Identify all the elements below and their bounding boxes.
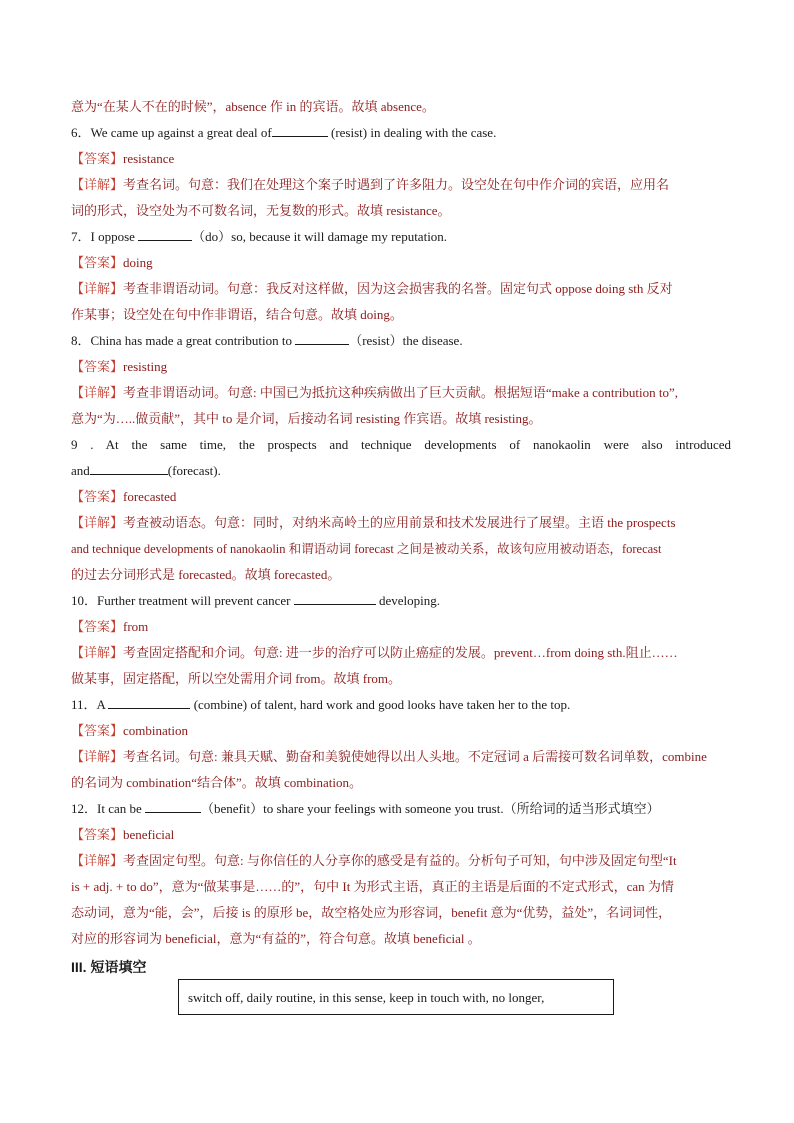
answer-text: beneficial [123,827,175,842]
detail-text: 考查固定搭配和介词。句意: 进一步的治疗可以防止癌症的发展。prevent…from doing sth.阻止…… [123,645,678,660]
detail-10 [71,640,731,666]
answer-blank [145,800,201,813]
question-text: developing. [375,593,440,608]
answer-7 [71,250,731,276]
question-7 [71,224,731,250]
answer-blank [138,228,192,241]
detail-9 [71,510,731,536]
question-text: (resist) in dealing with the case. [327,125,497,140]
question-text: (forecast). [167,463,221,478]
detail-11 [71,744,731,770]
detail-tag: 【详解】 [71,385,124,400]
answer-tag: 【答案】 [71,151,124,166]
question-text: 7．I oppose [71,229,135,244]
detail-text: 考查固定句型。句意: 与你信任的人分享你的感受是有益的。分析句子可知，句中涉及固定句型“It [123,853,677,868]
answer-text: forecasted [123,489,177,504]
answer-6 [71,146,731,172]
answer-tag: 【答案】 [71,359,124,374]
detail-7-cont: 作某事；设空处在句中作非谓语，结合句意。故填 doing。 [71,307,403,322]
detail-tag: 【详解】 [71,177,124,192]
answer-tag: 【答案】 [71,489,124,504]
detail-text: 考查被动语态。句意：同时，对纳米高岭土的应用前景和技术发展进行了展望。主语 the prospects [123,515,676,530]
phrase-box: switch off, daily routine, in this sense, keep in touch with, no longer, [178,979,614,1015]
section-title: III. 短语填空 [71,959,147,975]
question-text: 12．It can be [71,801,142,816]
detail-text: 考查名词。句意: 兼具天赋、勤奋和美貌使她得以出人头地。不定冠词 a 后需接可数名词单数，combine [123,749,707,764]
detail-10-cont: 做某事，固定搭配，所以空处需用介词 from。故填 from。 [71,671,402,686]
detail-tag: 【详解】 [71,853,124,868]
answer-text: from [123,619,149,634]
answer-11 [71,718,731,744]
question-text: 6．We came up against a great deal of [71,125,272,140]
answer-blank [272,124,328,137]
question-text: （resist）the disease. [349,333,463,348]
question-text: 11．A [71,697,106,712]
question-text: and [71,463,90,478]
detail-6-cont: 词的形式，设空处为不可数名词，无复数的形式。故填 resistance。 [71,203,451,218]
question-9-cont [71,458,731,484]
answer-8 [71,354,731,380]
question-6 [71,120,731,146]
detail-text: 考查非谓语动词。句意：我反对这样做，因为这会损害我的名誉。固定句式 oppose doing sth 反对 [123,281,673,296]
detail-6 [71,172,731,198]
detail-11-cont: 的名词为 combination“结合体”。故填 combination。 [71,775,363,790]
detail-12-cont: is + adj. + to do”，意为“做某事是……的”，句中 It 为形式主语，真正的主语是后面的不定式形式，can 为情 [71,879,674,894]
question-10 [71,588,731,614]
answer-tag: 【答案】 [71,827,124,842]
question-8 [71,328,731,354]
detail-8 [71,380,731,406]
detail-12-cont3: 对应的形容词为 beneficial，意为“有益的”，符合句意。故填 beneficial 。 [71,931,481,946]
question-text: (combine) of talent, hard work and good looks have taken her to the top. [190,697,571,712]
answer-tag: 【答案】 [71,723,124,738]
detail-12 [71,848,731,874]
question-11 [71,692,731,718]
detail-tag: 【详解】 [71,749,124,764]
answer-text: combination [123,723,189,738]
detail-9-cont: and technique developments of nanokaolin 和谓语动词 forecast 之间是被动关系，故该句应用被动语态，forecast [71,542,662,556]
question-text: 8．China has made a great contribution to [71,333,292,348]
answer-text: resisting [123,359,168,374]
detail-tag: 【详解】 [71,281,124,296]
question-text: （benefit）to share your feelings with someone you trust.（所给词的适当形式填空） [201,801,660,816]
answer-tag: 【答案】 [71,619,124,634]
answer-text: resistance [123,151,175,166]
detail-8-cont: 意为“为…..做贡献”，其中 to 是介词，后接动名词 resisting 作宾语。故填 resisting。 [71,411,542,426]
answer-9 [71,484,731,510]
explanation-line: 意为“在某人不在的时候”，absence 作 in 的宾语。故填 absence。 [71,99,435,114]
detail-tag: 【详解】 [71,515,124,530]
question-text: 10．Further treatment will prevent cancer [71,593,291,608]
detail-7 [71,276,731,302]
answer-12 [71,822,731,848]
question-text: （do）so, because it will damage my reputation. [192,229,448,244]
detail-text: 考查非谓语动词。句意: 中国已为抵抗这种疾病做出了巨大贡献。根据短语“make a contribution to”, [123,385,678,400]
question-12 [71,796,731,822]
answer-text: doing [123,255,153,270]
answer-tag: 【答案】 [71,255,124,270]
detail-text: 考查名词。句意：我们在处理这个案子时遇到了许多阻力。设空处在句中作介词的宾语，应用名 [123,177,670,192]
answer-blank [90,462,168,475]
detail-tag: 【详解】 [71,645,124,660]
answer-blank [108,696,190,709]
answer-10 [71,614,731,640]
answer-blank [295,332,349,345]
detail-12-cont2: 态动词，意为“能，会”，后接 is 的原形 be，故空格处应为形容词，benefit 意为“优势，益处”，名词词性， [71,905,672,920]
answer-blank [294,592,376,605]
detail-9-cont2: 的过去分词形式是 forecasted。故填 forecasted。 [71,567,341,582]
question-9: 9 . At the same time, the prospects and technique developments of nanokaolin were also introduced [71,437,731,452]
document-page [71,94,731,980]
